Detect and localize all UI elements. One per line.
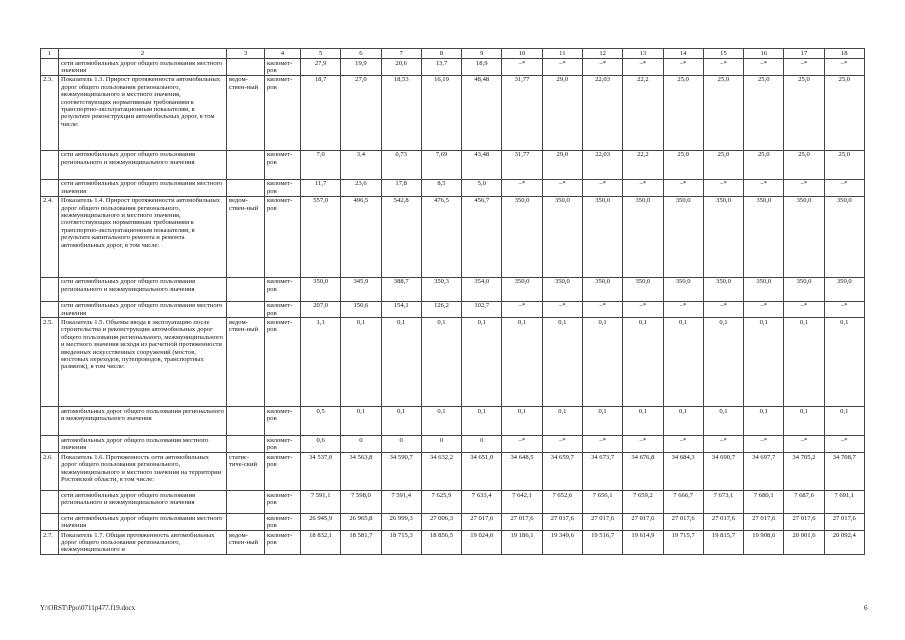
value-cell: 0,1 (623, 318, 663, 407)
value-cell: –* (744, 59, 784, 76)
value-cell: 34 684,3 (663, 453, 703, 491)
value-cell: 18,7 (301, 75, 341, 150)
value-cell: 13,7 (421, 59, 461, 76)
value-cell: 350,0 (502, 277, 542, 301)
value-cell: 0,6 (301, 436, 341, 453)
header-cell: 9 (462, 49, 502, 59)
value-cell: –* (582, 436, 622, 453)
value-cell: 20 092,4 (824, 531, 864, 555)
row-number-cell (41, 179, 59, 196)
header-cell: 5 (301, 49, 341, 59)
value-cell: 18,9 (462, 59, 502, 76)
table-row (41, 59, 865, 76)
table-row (41, 277, 865, 301)
value-cell: 0,1 (421, 407, 461, 436)
value-cell: –* (824, 301, 864, 318)
value-cell: 26 965,8 (341, 514, 381, 531)
row-number-cell: 2.5. (41, 318, 59, 407)
header-cell: 8 (421, 49, 461, 59)
page-number: 6 (864, 604, 868, 612)
row-number-cell (41, 301, 59, 318)
value-cell: 27,9 (301, 59, 341, 76)
value-cell: 18 581,7 (341, 531, 381, 555)
value-cell: 27 017,6 (582, 514, 622, 531)
value-cell: 27 006,3 (421, 514, 461, 531)
table-row (41, 453, 865, 491)
value-cell: 34 708,7 (824, 453, 864, 491)
value-cell: 7 591,4 (381, 491, 421, 514)
value-cell: 26 999,3 (381, 514, 421, 531)
value-cell: 0,1 (381, 407, 421, 436)
value-cell: –* (703, 179, 743, 196)
row-number-cell (41, 514, 59, 531)
value-cell: 0,1 (744, 407, 784, 436)
table-row (41, 436, 865, 453)
value-cell: 22,03 (582, 150, 622, 179)
value-cell: 34 659,7 (542, 453, 582, 491)
value-cell: 7 687,6 (784, 491, 824, 514)
value-cell: 31,77 (502, 150, 542, 179)
header-cell: 16 (744, 49, 784, 59)
value-cell: 0,1 (744, 318, 784, 407)
value-cell: 27 017,6 (824, 514, 864, 531)
value-cell: 34 648,5 (502, 453, 542, 491)
value-cell: 0,1 (341, 318, 381, 407)
value-cell: 19 186,1 (502, 531, 542, 555)
unit-cell: километ-ров (265, 531, 301, 555)
value-cell: –* (582, 301, 622, 318)
value-cell: 27 017,6 (663, 514, 703, 531)
indicator-type-cell: ведом-ствен-ный (227, 318, 265, 407)
value-cell: 0,1 (502, 318, 542, 407)
value-cell: –* (542, 301, 582, 318)
value-cell: –* (784, 436, 824, 453)
unit-cell: километ-ров (265, 179, 301, 196)
value-cell: –* (623, 301, 663, 318)
value-cell: 0,1 (462, 407, 502, 436)
unit-cell: километ-ров (265, 196, 301, 277)
value-cell: 27 017,6 (542, 514, 582, 531)
value-cell: 0,1 (784, 318, 824, 407)
value-cell: 27 017,6 (744, 514, 784, 531)
indicator-type-cell: ведом-ствен-ный (227, 531, 265, 555)
value-cell: –* (784, 179, 824, 196)
value-cell: 0,1 (542, 318, 582, 407)
value-cell: 7 625,9 (421, 491, 461, 514)
value-cell: 29,0 (542, 150, 582, 179)
value-cell: –* (542, 59, 582, 76)
value-cell: 27 017,6 (462, 514, 502, 531)
value-cell: 19 715,7 (663, 531, 703, 555)
value-cell: 0,1 (381, 318, 421, 407)
value-cell: 34 697,7 (744, 453, 784, 491)
indicator-name-cell: Показатель 1.4. Прирост протяженности автомобильных дорог общего пользования регионального, межмуниципального и местного значения, соответствующих нормативным требованиям к транспортно-эксплуатационным показателям, в результате капитального ремонта и ремонта автомобильных дорог, в том числе: (59, 196, 227, 277)
value-cell: 19 815,7 (703, 531, 743, 555)
value-cell: –* (744, 179, 784, 196)
value-cell: 25,0 (703, 150, 743, 179)
header-cell: 3 (227, 49, 265, 59)
indicator-type-cell: ведом-ствен-ный (227, 75, 265, 150)
unit-cell: километ-ров (265, 277, 301, 301)
value-cell: 350,3 (421, 277, 461, 301)
value-cell: 27 017,6 (623, 514, 663, 531)
value-cell: 18 856,5 (421, 531, 461, 555)
row-number-cell: 2.6. (41, 453, 59, 491)
indicator-type-cell (227, 514, 265, 531)
value-cell: 0,1 (703, 407, 743, 436)
value-cell: –* (784, 301, 824, 318)
indicator-name-cell: Показатель 1.6. Протяженность сети автомобильных дорог общего пользования регионального, межмуниципального и местного значения на территории Ростовской области, в том числе: (59, 453, 227, 491)
value-cell: 350,0 (744, 196, 784, 277)
value-cell: 19 024,0 (462, 531, 502, 555)
value-cell: 34 673,7 (582, 453, 622, 491)
value-cell: 5,0 (462, 179, 502, 196)
value-cell: 8,5 (421, 179, 461, 196)
value-cell: 27,0 (341, 75, 381, 150)
header-cell: 13 (623, 49, 663, 59)
value-cell: 7 598,0 (341, 491, 381, 514)
value-cell: 7 633,4 (462, 491, 502, 514)
indicator-type-cell: ведом-ствен-ный (227, 196, 265, 277)
value-cell: 27 017,6 (784, 514, 824, 531)
value-cell: 350,0 (623, 196, 663, 277)
value-cell: –* (663, 59, 703, 76)
indicator-type-cell (227, 407, 265, 436)
value-cell: 26 945,9 (301, 514, 341, 531)
indicator-name-cell: сети автомобильных дорог общего пользования местного значения (59, 179, 227, 196)
value-cell: 0 (462, 436, 502, 453)
value-cell: –* (542, 436, 582, 453)
indicator-name-cell: Показатель 1.3. Прирост протяженности автомобильных дорог общего пользования регионального, межмуниципального и местного значения, соответствующих нормативным требованиям к транспортно-эксплуатационным показателям, в результате реконструкции автомобильных дорог, в том числе: (59, 75, 227, 150)
value-cell: –* (703, 59, 743, 76)
value-cell: 7 591,1 (301, 491, 341, 514)
indicator-type-cell (227, 179, 265, 196)
value-cell: 0,1 (502, 407, 542, 436)
value-cell: –* (744, 436, 784, 453)
value-cell: –* (582, 59, 622, 76)
indicator-name-cell: сети автомобильных дорог общего пользования регионального и межмуниципального значения (59, 491, 227, 514)
indicator-type-cell (227, 301, 265, 318)
row-number-cell (41, 59, 59, 76)
indicator-type-cell (227, 150, 265, 179)
value-cell: 350,0 (582, 196, 622, 277)
value-cell: 542,8 (381, 196, 421, 277)
table-row (41, 75, 865, 150)
value-cell: 34 705,2 (784, 453, 824, 491)
value-cell: 0 (341, 436, 381, 453)
unit-cell: километ-ров (265, 514, 301, 531)
row-number-cell: 2.7. (41, 531, 59, 555)
value-cell: –* (663, 436, 703, 453)
table-row (41, 150, 865, 179)
value-cell: 557,0 (301, 196, 341, 277)
value-cell: 150,6 (341, 301, 381, 318)
table-header-row (41, 49, 865, 59)
value-cell: –* (663, 301, 703, 318)
value-cell: 456,7 (462, 196, 502, 277)
table-row (41, 318, 865, 407)
value-cell: 18 715,3 (381, 531, 421, 555)
header-cell: 15 (703, 49, 743, 59)
unit-cell: километ-ров (265, 150, 301, 179)
value-cell: 16,19 (421, 75, 461, 150)
value-cell: 29,0 (542, 75, 582, 150)
value-cell: 7 652,6 (542, 491, 582, 514)
header-cell: 4 (265, 49, 301, 59)
table-row (41, 491, 865, 514)
value-cell: 350,0 (784, 196, 824, 277)
value-cell: –* (703, 301, 743, 318)
value-cell: 207,0 (301, 301, 341, 318)
value-cell: 0,1 (663, 318, 703, 407)
value-cell: 11,7 (301, 179, 341, 196)
indicator-type-cell (227, 436, 265, 453)
header-cell: 11 (542, 49, 582, 59)
value-cell: 350,0 (784, 277, 824, 301)
table-row (41, 196, 865, 277)
value-cell: 0,1 (582, 407, 622, 436)
value-cell: 345,9 (341, 277, 381, 301)
value-cell: 7,69 (421, 150, 461, 179)
value-cell: 19 516,7 (582, 531, 622, 555)
indicators-table (40, 48, 865, 555)
value-cell: 7 691,1 (824, 491, 864, 514)
value-cell: 7 673,1 (703, 491, 743, 514)
indicator-name-cell: сети автомобильных дорог общего пользования местного значения (59, 514, 227, 531)
value-cell: 20,6 (381, 59, 421, 76)
row-number-cell (41, 150, 59, 179)
value-cell: 19,9 (341, 59, 381, 76)
unit-cell: километ-ров (265, 491, 301, 514)
value-cell: 22,03 (582, 75, 622, 150)
value-cell: 0,1 (462, 318, 502, 407)
value-cell: 350,0 (744, 277, 784, 301)
value-cell: 19 614,9 (623, 531, 663, 555)
value-cell: 1,1 (301, 318, 341, 407)
value-cell: –* (623, 59, 663, 76)
value-cell: 350,0 (703, 277, 743, 301)
value-cell: 34 690,7 (703, 453, 743, 491)
value-cell: 20 001,6 (784, 531, 824, 555)
value-cell: 354,0 (462, 277, 502, 301)
value-cell: 350,0 (824, 277, 864, 301)
indicator-type-cell (227, 59, 265, 76)
value-cell: 7 666,7 (663, 491, 703, 514)
value-cell: 0,1 (582, 318, 622, 407)
indicator-type-cell: статис-тиче-ский (227, 453, 265, 491)
value-cell: –* (502, 436, 542, 453)
value-cell: –* (623, 179, 663, 196)
value-cell: –* (502, 179, 542, 196)
value-cell: –* (663, 179, 703, 196)
value-cell: –* (502, 59, 542, 76)
indicator-type-cell (227, 491, 265, 514)
header-cell: 6 (341, 49, 381, 59)
value-cell: –* (784, 59, 824, 76)
value-cell: 154,1 (381, 301, 421, 318)
value-cell: 350,0 (502, 196, 542, 277)
value-cell: 0,5 (301, 407, 341, 436)
table-row (41, 407, 865, 436)
row-number-cell: 2.4. (41, 196, 59, 277)
value-cell: 0,1 (623, 407, 663, 436)
value-cell: 23,6 (341, 179, 381, 196)
value-cell: 34 632,2 (421, 453, 461, 491)
value-cell: –* (824, 436, 864, 453)
value-cell: 34 676,8 (623, 453, 663, 491)
value-cell: 476,5 (421, 196, 461, 277)
value-cell: 0,1 (341, 407, 381, 436)
header-cell: 14 (663, 49, 703, 59)
value-cell: 7 680,1 (744, 491, 784, 514)
indicator-type-cell (227, 277, 265, 301)
value-cell: 7 656,1 (582, 491, 622, 514)
value-cell: 25,0 (784, 75, 824, 150)
unit-cell: километ-ров (265, 453, 301, 491)
indicator-name-cell: сети автомобильных дорог общего пользования регионального и межмуниципального значения (59, 150, 227, 179)
value-cell: 388,7 (381, 277, 421, 301)
value-cell: 7 659,2 (623, 491, 663, 514)
unit-cell: километ-ров (265, 436, 301, 453)
value-cell: 350,0 (663, 196, 703, 277)
value-cell: –* (744, 301, 784, 318)
indicator-name-cell: автомобильных дорог общего пользования регионального и межмуниципального значения (59, 407, 227, 436)
value-cell: 48,48 (462, 75, 502, 150)
value-cell: 25,0 (824, 150, 864, 179)
value-cell: 25,0 (744, 150, 784, 179)
header-cell: 12 (582, 49, 622, 59)
value-cell: 19 908,6 (744, 531, 784, 555)
header-cell: 17 (784, 49, 824, 59)
unit-cell: километ-ров (265, 75, 301, 150)
table-row (41, 514, 865, 531)
value-cell: 0,1 (784, 407, 824, 436)
value-cell: 0,1 (421, 318, 461, 407)
value-cell: 27 017,6 (502, 514, 542, 531)
value-cell: 0,1 (663, 407, 703, 436)
value-cell: 350,0 (542, 196, 582, 277)
value-cell: 7,0 (301, 150, 341, 179)
value-cell: 350,0 (663, 277, 703, 301)
value-cell: 3,4 (341, 150, 381, 179)
value-cell: 27 017,6 (703, 514, 743, 531)
value-cell: 350,0 (582, 277, 622, 301)
value-cell: –* (824, 59, 864, 76)
value-cell: –* (582, 179, 622, 196)
value-cell: 0,1 (703, 318, 743, 407)
unit-cell: километ-ров (265, 59, 301, 76)
value-cell: 34 563,8 (341, 453, 381, 491)
value-cell: 0,73 (381, 150, 421, 179)
value-cell: 0,1 (824, 407, 864, 436)
value-cell: –* (623, 436, 663, 453)
value-cell: 43,48 (462, 150, 502, 179)
value-cell: 25,0 (824, 75, 864, 150)
value-cell: 19 349,6 (542, 531, 582, 555)
value-cell: 25,0 (703, 75, 743, 150)
value-cell: 0,1 (542, 407, 582, 436)
indicator-name-cell: сети автомобильных дорог общего пользования регионального и межмуниципального значения (59, 277, 227, 301)
value-cell: 34 537,0 (301, 453, 341, 491)
value-cell: 18,53 (381, 75, 421, 150)
indicator-name-cell: автомобильных дорог общего пользования местного значения (59, 436, 227, 453)
row-number-cell: 2.3. (41, 75, 59, 150)
unit-cell: километ-ров (265, 318, 301, 407)
value-cell: 126,2 (421, 301, 461, 318)
value-cell: 0 (381, 436, 421, 453)
value-cell: 34 651,0 (462, 453, 502, 491)
indicator-name-cell: Показатель 1.7. Общая протяженность автомобильных дорог общего пользования регионального, межмуниципального и (59, 531, 227, 555)
table-row (41, 179, 865, 196)
row-number-cell (41, 436, 59, 453)
value-cell: 25,0 (663, 75, 703, 150)
value-cell: –* (502, 301, 542, 318)
header-cell: 7 (381, 49, 421, 59)
value-cell: 34 590,7 (381, 453, 421, 491)
value-cell: 0 (421, 436, 461, 453)
value-cell: –* (703, 436, 743, 453)
value-cell: 25,0 (663, 150, 703, 179)
value-cell: 350,0 (703, 196, 743, 277)
value-cell: 18 832,1 (301, 531, 341, 555)
unit-cell: километ-ров (265, 407, 301, 436)
value-cell: 25,0 (744, 75, 784, 150)
value-cell: 7 642,1 (502, 491, 542, 514)
value-cell: 350,0 (623, 277, 663, 301)
header-cell: 18 (824, 49, 864, 59)
value-cell: –* (542, 179, 582, 196)
header-cell: 1 (41, 49, 59, 59)
row-number-cell (41, 407, 59, 436)
value-cell: 31,77 (502, 75, 542, 150)
value-cell: 22,2 (623, 150, 663, 179)
row-number-cell (41, 277, 59, 301)
indicator-name-cell: Показатель 1.5. Объемы ввода в эксплуатацию после строительства и реконструкции автомобильных дорог общего пользования регионального, межмуниципального и местного значения исходя из расчетной протяженности введенных искусственных сооружений (мостов, мостовых переходов, путепроводов, транспортных развязок), в том числе: (59, 318, 227, 407)
footer-file-path: Y:\ORST\Ppo\0711p477.f19.docx (40, 604, 136, 612)
header-cell: 2 (59, 49, 227, 59)
indicator-name-cell: сети автомобильных дорог общего пользования местного значения (59, 59, 227, 76)
value-cell: 102,7 (462, 301, 502, 318)
value-cell: 350,0 (824, 196, 864, 277)
table-row (41, 531, 865, 555)
value-cell: 22,2 (623, 75, 663, 150)
value-cell: 0,1 (824, 318, 864, 407)
header-cell: 10 (502, 49, 542, 59)
table-row (41, 301, 865, 318)
unit-cell: километ-ров (265, 301, 301, 318)
row-number-cell (41, 491, 59, 514)
value-cell: 17,8 (381, 179, 421, 196)
value-cell: 350,0 (542, 277, 582, 301)
indicator-name-cell: сети автомобильных дорог общего пользования местного значения (59, 301, 227, 318)
document-page (40, 48, 864, 555)
value-cell: 350,0 (301, 277, 341, 301)
value-cell: 25,0 (784, 150, 824, 179)
value-cell: 496,5 (341, 196, 381, 277)
value-cell: –* (824, 179, 864, 196)
